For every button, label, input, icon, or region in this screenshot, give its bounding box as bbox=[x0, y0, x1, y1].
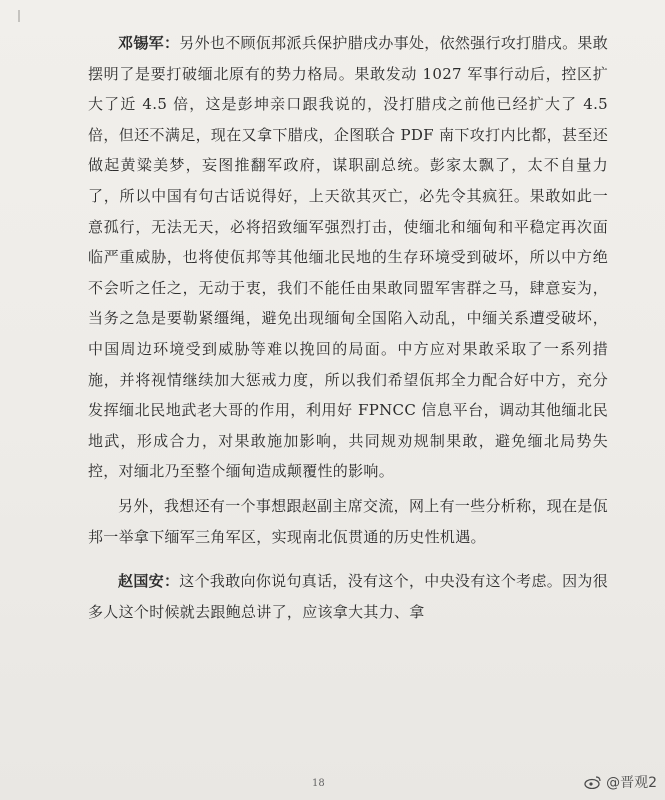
paragraph-2 bbox=[88, 491, 608, 552]
paragraph-1 bbox=[88, 28, 608, 487]
paragraph-text: 另外，我想还有一个事想跟赵副主席交流，网上有一些分析称，现在是佤邦一举拿下缅军三角军区，实现南北佤贯通的历史性机遇。 bbox=[88, 496, 608, 546]
punch-mark bbox=[18, 10, 28, 22]
speaker-label: 邓锡军： bbox=[118, 34, 180, 52]
weibo-icon bbox=[584, 775, 602, 789]
speaker-label: 赵国安： bbox=[118, 572, 180, 591]
watermark-text: @晋观2 bbox=[606, 775, 657, 791]
paragraph-text: 另外也不顾佤邦派兵保护腊戌办事处，依然强行攻打腊戌。果敢摆明了是要打破缅北原有的势力格局。果敢发动 1027 军事行动后，控区扩大了近 4.5 倍，这是彭坤亲口跟我说的，没打腊戌之前他已经扩大了 4.5 倍，但还不满足，现在又拿下腊戌，企图联合 PDF 南下攻打内比都，甚至还做起黄粱美梦，妄图推翻军政府，谋职副总统。彭家太飘了，太不自量力了，所以中国有句古话说得好，上天欲其灭亡，必先令其疯狂。果敢如此一意孤行，无法无天，必将招致缅军强烈打击，使缅北和缅甸和平稳定再次面临严重威胁，也将使佤邦等其他缅北民地的生存环境受到破坏，所以中方绝不会听之任之，无动于衷，我们不能任由果敢同盟军害群之马，肆意妄为，当务之急是要勒紧缰绳，避免出现缅甸全国陷入动乱，中缅关系遭受破坏，中国周边环境受到威胁等难以挽回的局面。中方应对果敢采取了一系列措施，并将视情继续加大惩戒力度，所以我们希望佤邦全力配合好中方，充分发挥缅北民地武老大哥的作用，利用好 FPNCC 信息平台，调动其他缅北民地武，形成合力，对果敢施加影响，共同规劝规制果敢，避免缅北局势失控，对缅北乃至整个缅甸造成颠覆性的影响。 bbox=[88, 34, 609, 481]
body-text bbox=[88, 28, 608, 627]
paragraph-text: 这个我敢向你说句真话，没有这个，中央没有这个考虑。因为很多人这个时候就去跟鲍总讲了，应该拿大其力、拿 bbox=[88, 572, 609, 621]
paragraph-3 bbox=[88, 566, 608, 627]
watermark bbox=[584, 772, 657, 792]
page-number: 18 bbox=[312, 778, 325, 789]
